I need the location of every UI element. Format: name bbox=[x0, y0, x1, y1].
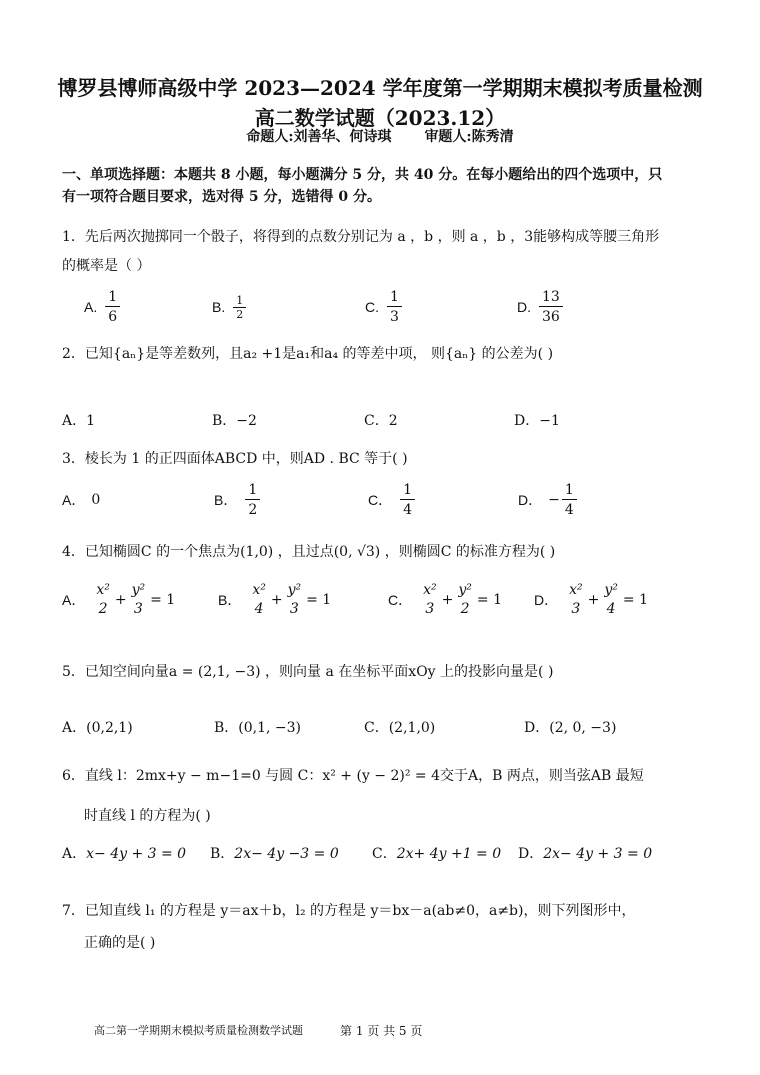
option-c[interactable] bbox=[368, 476, 417, 524]
fraction bbox=[400, 481, 415, 520]
option-label: D． bbox=[518, 846, 544, 862]
option-label: B． bbox=[212, 413, 237, 429]
question-6-line1: 6．直线 l：2mx+y − m−1=0 与圆 C：x² + (y − 2)² = 4交于A，B 两点，则当弦AB 最短 bbox=[62, 768, 644, 784]
option-label: A. bbox=[84, 299, 98, 315]
denominator: 4 bbox=[254, 601, 264, 617]
option-c[interactable] bbox=[364, 717, 435, 739]
option-value: (2,1,0) bbox=[388, 720, 436, 736]
option-a[interactable] bbox=[62, 410, 95, 432]
denominator: 2 bbox=[98, 601, 108, 617]
numerator: y² bbox=[287, 582, 302, 598]
exam-subtitle: 高二数学试题（2023.12） bbox=[254, 106, 506, 130]
option-label: C． bbox=[372, 846, 397, 862]
numerator: 1 bbox=[387, 288, 402, 307]
numerator: y² bbox=[458, 582, 472, 598]
option-b[interactable] bbox=[214, 717, 301, 739]
option-label: B． bbox=[214, 492, 238, 508]
denominator: 3 bbox=[390, 308, 399, 325]
option-value: (2, 0, −3) bbox=[549, 720, 617, 736]
denominator: 2 bbox=[460, 601, 470, 617]
option-value: 2x− 4y −3 = 0 bbox=[234, 846, 339, 862]
equation-rhs: = 1 bbox=[622, 592, 648, 608]
numerator: y² bbox=[131, 582, 146, 598]
option-a[interactable] bbox=[84, 283, 122, 331]
option-value: 2x− 4y + 3 = 0 bbox=[543, 846, 653, 862]
option-value: 1 bbox=[86, 413, 96, 429]
equation-rhs: = 1 bbox=[150, 592, 176, 608]
option-label: C． bbox=[368, 492, 393, 508]
option-value: (0,2,1) bbox=[86, 720, 133, 736]
option-label: D． bbox=[534, 592, 559, 608]
numerator: x² bbox=[569, 582, 583, 598]
author-text: 命题人:刘善华、何诗琪 bbox=[246, 129, 392, 145]
option-label: D． bbox=[524, 720, 550, 736]
option-b[interactable]: B． x² 4 + y² 3 = 1 bbox=[218, 582, 332, 617]
fraction bbox=[601, 581, 621, 619]
numerator: y² bbox=[604, 582, 618, 598]
exam-title: 博罗县博师高级中学 2023—2024 学年度第一学期期末模拟考质量检测 bbox=[57, 76, 703, 100]
option-value: 2 bbox=[388, 413, 398, 429]
option-label: C． bbox=[388, 592, 413, 608]
option-c[interactable]: C． x² 3 + y² 2 = 1 bbox=[388, 582, 502, 617]
question-4-options bbox=[62, 576, 712, 624]
numerator: 1 bbox=[245, 481, 260, 500]
denominator: 6 bbox=[108, 308, 118, 325]
option-d[interactable] bbox=[524, 717, 616, 739]
option-a[interactable] bbox=[62, 476, 100, 524]
option-a[interactable] bbox=[62, 843, 186, 865]
numerator: 1 bbox=[562, 481, 577, 500]
option-label: B． bbox=[210, 846, 235, 862]
section-heading-line1: 一、单项选择题：本题共 8 小题，每小题满分 5 分，共 40 分。在每小题给出的四个选项中，只 bbox=[62, 167, 663, 183]
option-label: A． bbox=[62, 846, 87, 862]
denominator: 2 bbox=[236, 307, 244, 321]
option-d[interactable] bbox=[518, 843, 652, 865]
fraction bbox=[539, 288, 563, 327]
option-b[interactable] bbox=[212, 410, 257, 432]
question-5-text: 5．已知空间向量a = (2,1, −3) ，则向量 a 在坐标平面xOy 上的投影向量是( ) bbox=[62, 664, 554, 680]
denominator: 36 bbox=[542, 308, 560, 325]
question-7-line2: 正确的是( ) bbox=[84, 935, 156, 951]
question-1-line2: 的概率是（ ） bbox=[62, 258, 151, 274]
numerator: 1 bbox=[105, 288, 120, 307]
fraction bbox=[249, 581, 269, 619]
fraction bbox=[562, 481, 577, 520]
option-value: 0 bbox=[91, 492, 101, 508]
fraction bbox=[93, 581, 113, 619]
option-value: (0,1, −3) bbox=[238, 720, 302, 736]
fraction bbox=[420, 581, 440, 619]
option-label: D． bbox=[514, 413, 540, 429]
fraction bbox=[387, 288, 402, 327]
option-label: D. bbox=[517, 299, 531, 315]
option-d[interactable]: D． x² 3 + y² 4 = 1 bbox=[534, 582, 648, 617]
option-b[interactable] bbox=[212, 283, 248, 331]
denominator: 4 bbox=[403, 501, 413, 518]
numerator: 1 bbox=[233, 294, 246, 308]
question-3-options bbox=[62, 476, 712, 524]
numerator: 1 bbox=[400, 481, 415, 500]
numerator: x² bbox=[96, 582, 110, 598]
option-label: B． bbox=[218, 592, 242, 608]
denominator: 3 bbox=[133, 601, 143, 617]
question-2-text: 2．已知{aₙ}是等差数列，且a₂ +1是a₁和a₄ 的等差中项， 则{aₙ} 的公差为( ) bbox=[62, 346, 554, 362]
option-label: C． bbox=[364, 720, 389, 736]
question-4-text: 4．已知椭圆C 的一个焦点为(1,0) ，且过点(0, √3) ，则椭圆C 的标准方程为( ) bbox=[62, 544, 556, 560]
option-value: 2x+ 4y +1 = 0 bbox=[396, 846, 502, 862]
option-d[interactable] bbox=[518, 476, 579, 524]
option-b[interactable] bbox=[214, 476, 262, 524]
option-c[interactable] bbox=[364, 410, 398, 432]
question-7-line1: 7．已知直线 l₁ 的方程是 y＝ax＋b，l₂ 的方程是 y＝bx－a(ab≠0，a≠b)，则下列图形中， bbox=[62, 903, 636, 919]
question-1-options bbox=[62, 283, 712, 331]
option-label: D． bbox=[518, 492, 543, 508]
denominator: 3 bbox=[289, 601, 299, 617]
denominator: 2 bbox=[248, 501, 258, 518]
question-6-line2: 时直线 l 的方程为( ) bbox=[84, 808, 211, 824]
numerator: 13 bbox=[539, 288, 563, 307]
option-label: A． bbox=[62, 720, 87, 736]
fraction bbox=[105, 288, 120, 327]
option-label: B. bbox=[212, 299, 226, 315]
fraction bbox=[233, 294, 246, 321]
fraction bbox=[455, 581, 475, 619]
option-label: C. bbox=[365, 299, 379, 315]
reviewer-text: 审题人:陈秀清 bbox=[424, 129, 514, 145]
option-c[interactable] bbox=[365, 283, 404, 331]
numerator: x² bbox=[423, 582, 437, 598]
authors-line bbox=[0, 126, 760, 146]
question-1-line1: 1．先后两次抛掷同一个骰子，将得到的点数分别记为 a ，b ，则 a ，b ，3能够构成等腰三角形 bbox=[62, 229, 660, 245]
option-value: −2 bbox=[236, 413, 257, 429]
denominator: 4 bbox=[564, 501, 574, 518]
option-label: C． bbox=[364, 413, 389, 429]
page-number: 第 1 页 共 5 页 bbox=[340, 1024, 423, 1038]
fraction bbox=[245, 481, 260, 520]
option-value: −1 bbox=[539, 413, 560, 429]
option-value: x− 4y + 3 = 0 bbox=[86, 846, 187, 862]
option-label: A． bbox=[62, 492, 86, 508]
option-b[interactable] bbox=[210, 843, 339, 865]
question-3-text: 3．棱长为 1 的正四面体ABCD 中，则AD . BC 等于( ) bbox=[62, 451, 408, 467]
option-d[interactable] bbox=[514, 410, 560, 432]
fraction bbox=[566, 581, 586, 619]
denominator: 4 bbox=[606, 601, 616, 617]
option-c[interactable] bbox=[372, 843, 501, 865]
option-a[interactable]: A． x² 2 + y² 3 = 1 bbox=[62, 582, 176, 617]
denominator: 3 bbox=[571, 601, 581, 617]
denominator: 3 bbox=[425, 601, 435, 617]
option-label: A． bbox=[62, 413, 87, 429]
equation-rhs: = 1 bbox=[306, 592, 332, 608]
option-label: A． bbox=[62, 592, 86, 608]
fraction bbox=[285, 581, 305, 619]
minus-sign: − bbox=[548, 492, 560, 508]
option-a[interactable] bbox=[62, 717, 133, 739]
footer-title: 高二第一学期期末模拟考质量检测数学试题 bbox=[94, 1024, 303, 1037]
option-d[interactable] bbox=[517, 283, 565, 331]
option-label: B． bbox=[214, 720, 239, 736]
section-heading-line2: 有一项符合题目要求，选对得 5 分，选错得 0 分。 bbox=[62, 189, 381, 205]
numerator: x² bbox=[252, 582, 266, 598]
fraction bbox=[129, 581, 149, 619]
equation-rhs: = 1 bbox=[476, 592, 502, 608]
